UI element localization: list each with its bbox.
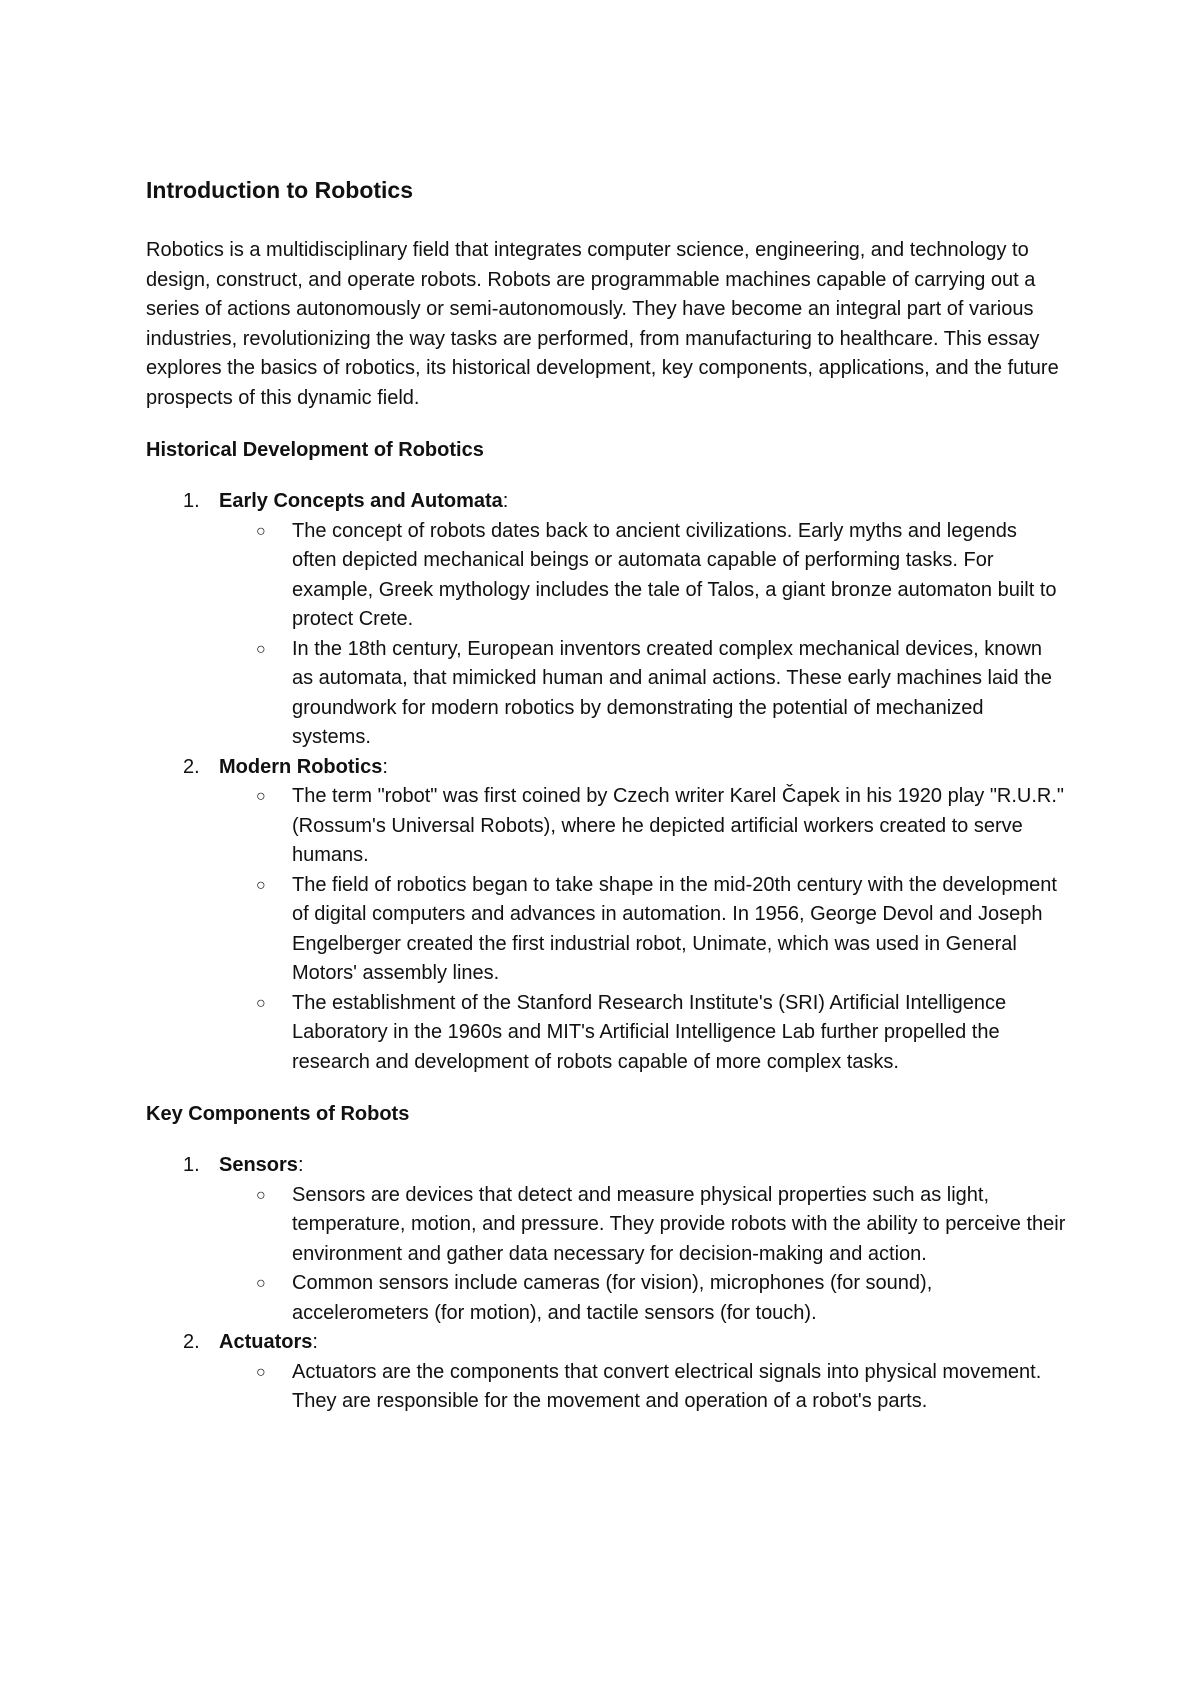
sub-bullet-item [219,871,1066,989]
list-item-modern-robotics [146,753,1066,1078]
list-item-early-concepts [146,487,1066,753]
sub-bullet-list [219,1181,1066,1329]
sub-bullet-item [219,782,1066,871]
section-heading: Historical Development of Robotics [146,439,484,461]
intro-paragraph: Robotics is a multidisciplinary field that integrates computer science, engineering, and technology to design, construct, and operate robots. Robots are programmable machines capable of carrying out a series of actions autonomously or semi-autonomously. They have become an integral part of various industries, revolutionizing the way tasks are performed, from manufacturing to healthcare. This essay explores the basics of robotics, its historical development, key components, applications, and the future prospects of this dynamic field. [146,239,1059,409]
sub-bullet-text: The concept of robots dates back to ancient civilizations. Early myths and legends often depicted mechanical beings or automata capable of performing tasks. For example, Greek mythology includes the tale of Talos, a giant bronze automaton built to protect Crete. [292,519,1057,630]
circle-bullet-icon: ○ [256,876,266,894]
sub-bullet-text: The establishment of the Stanford Research Institute's (SRI) Artificial Intelligence Laboratory in the 1960s and MIT's Artificial Intelligence Lab further propelled the research and development of robots capable of more complex tasks. [292,991,1007,1073]
circle-bullet-icon: ○ [256,1186,266,1204]
sub-bullet-text: The term "robot" was first coined by Czech writer Karel Čapek in his 1920 play "R.U.R." (Rossum's Universal Robots), where he depicted artificial workers created to serve humans. [292,785,1065,866]
sub-bullet-item [219,1358,1066,1417]
section-heading: Key Components of Robots [146,1103,410,1125]
sub-bullet-text: Sensors are devices that detect and measure physical properties such as light, temperature, motion, and pressure. They provide robots with the ability to perceive their environment and gather data necessary for decision-making and action. [292,1183,1066,1265]
sub-bullet-list [219,517,1066,753]
list-item-label: Early Concepts and Automata [219,490,503,512]
label-colon: : [312,1331,318,1353]
sub-bullet-text: In the 18th century, European inventors created complex mechanical devices, known as automata, that mimicked human and animal actions. These early machines laid the groundwork for modern robotics by demonstrating the potential of mechanized systems. [292,637,1053,748]
sub-bullet-item [219,1269,1066,1328]
label-colon: : [382,755,388,778]
sub-bullet-text: Actuators are the components that convert electrical signals into physical movement. They are responsible for the movement and operation of a robot's parts. [292,1360,1042,1412]
section-key-components [146,1099,1066,1417]
list-item-label: Modern Robotics [219,755,383,778]
circle-bullet-icon: ○ [256,1275,266,1292]
list-item-sensors [146,1151,1066,1328]
sub-bullet-item [219,517,1066,635]
list-number: 1. [183,490,200,512]
sub-bullet-text: The field of robotics began to take shape in the mid-20th century with the development of digital computers and advances in automation. In 1956, George Devol and Joseph Engelberger created the first industrial robot, Unimate, which was used in General Motors' assembly lines. [292,873,1057,984]
circle-bullet-icon: ○ [256,788,266,805]
sub-bullet-item [219,1181,1066,1270]
numbered-list [146,487,1066,1077]
sub-bullet-list [219,782,1066,1077]
list-number: 2. [183,755,200,778]
sub-bullet-list [219,1358,1066,1417]
sub-bullet-item [219,989,1066,1078]
list-item-actuators [146,1328,1066,1417]
circle-bullet-icon: ○ [256,522,266,540]
label-colon: : [297,1154,304,1176]
numbered-list [146,1151,1066,1417]
section-historical-development [146,435,1066,1077]
list-item-label: Actuators [219,1331,313,1353]
document-title: Introduction to Robotics [146,177,414,203]
document-page [146,172,1066,1439]
list-item-label: Sensors [219,1154,298,1176]
sub-bullet-item [219,635,1066,753]
list-number: 1. [183,1154,200,1176]
circle-bullet-icon: ○ [256,994,266,1012]
circle-bullet-icon: ○ [256,1363,266,1381]
label-colon: : [502,490,509,512]
list-number: 2. [183,1331,200,1353]
circle-bullet-icon: ○ [256,640,266,658]
sub-bullet-text: Common sensors include cameras (for vision), microphones (for sound), accelerometers (for motion), and tactile sensors (for touch). [292,1272,933,1324]
